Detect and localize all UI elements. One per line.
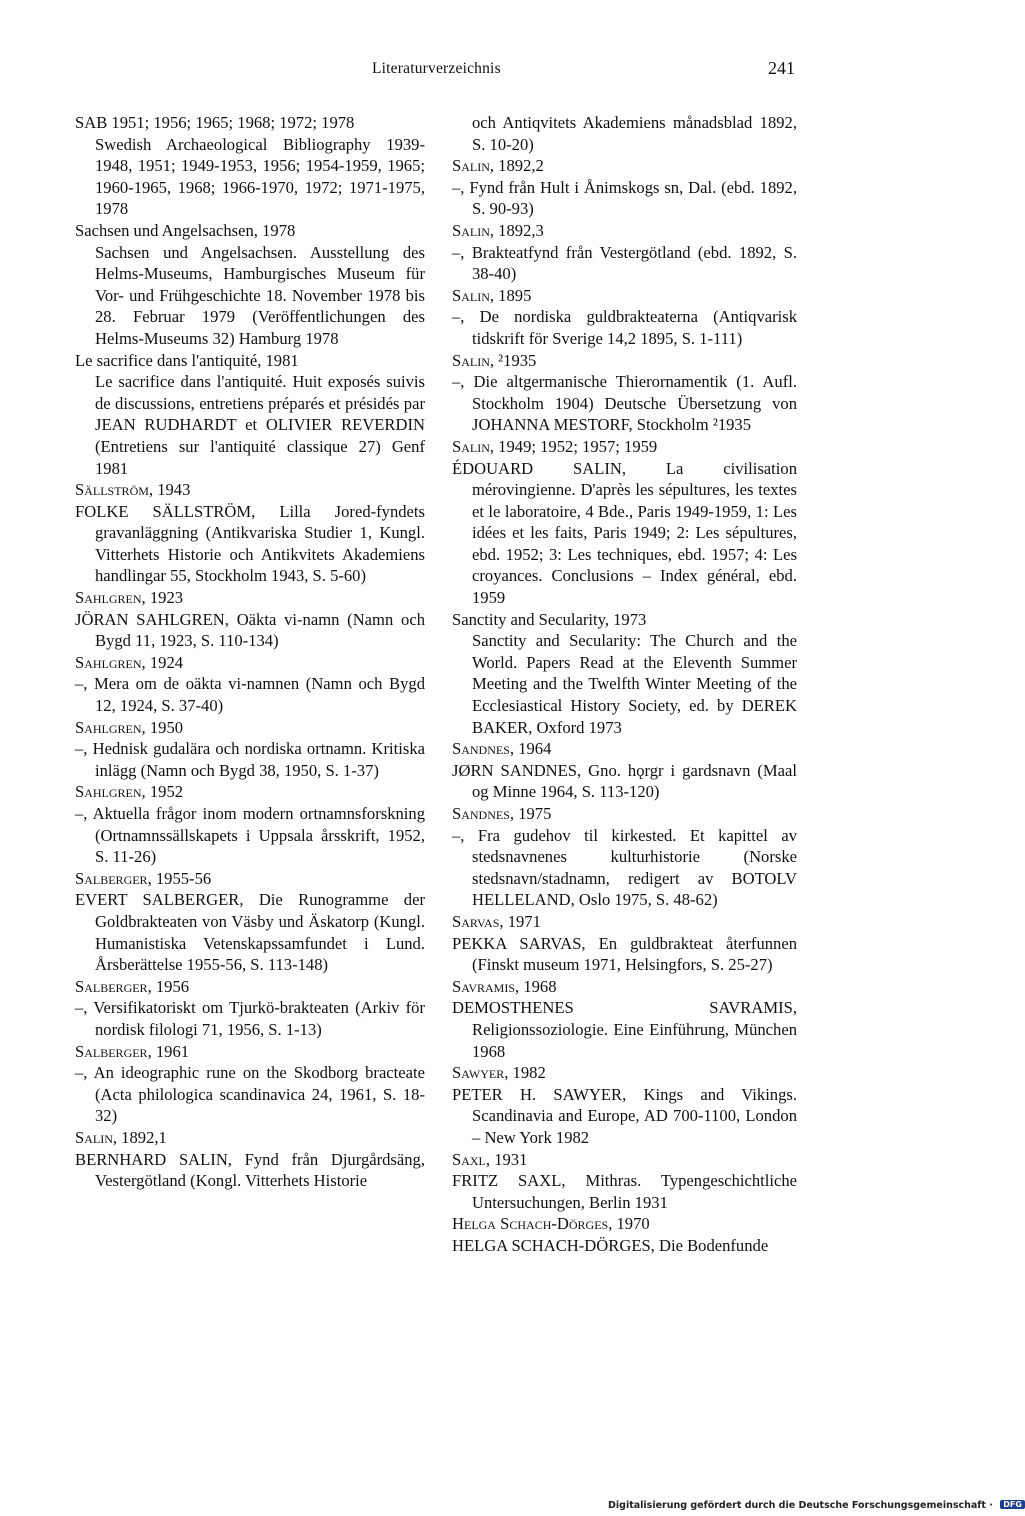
entry-citation: FRITZ SAXL, Mithras. Typengeschichtliche Untersuchungen, Berlin 1931	[452, 1171, 797, 1212]
entry-citation: EVERT SALBERGER, Die Runogramme der Goldbrakteaten von Väsby und Äskatorp (Kungl. Humanistiska Vetenskapssamfundet i Lund. Årsberättelse 1955-56, S. 113-148)	[75, 890, 425, 975]
entry-heading: Helga Schach-Dörges, 1970	[452, 1214, 650, 1234]
page-number: 241	[768, 58, 795, 78]
entry-citation: Swedish Archaeological Bibliography 1939-1948, 1951; 1949-1953, 1956; 1954-1959, 1965; 1960-1965, 1968; 1966-1970, 1972; 1971-1975, 1978	[95, 134, 425, 219]
bibliography-entry	[452, 220, 797, 285]
bibliography-entry	[452, 803, 797, 911]
entry-citation: och Antiqvitets Akademiens månadsblad 1892, S. 10-20)	[472, 113, 797, 154]
entry-heading: Savramis, 1968	[452, 976, 557, 996]
entry-heading: Sachsen und Angelsachsen, 1978	[75, 220, 296, 240]
entry-heading: Sanctity and Secularity, 1973	[452, 609, 647, 629]
entry-heading: Salin, ²1935	[452, 350, 537, 370]
entry-citation: –, Fra gudehov til kirkested. Et kapittel av stedsnavnenes kulturhistorie (Norske stedsnavn/stadnamn, redigert av BOTOLV HELLELAND, Oslo 1975, S. 48-62)	[452, 825, 797, 910]
entry-heading: Saxl, 1931	[452, 1149, 528, 1169]
entry-citation: –, Mera om de oäkta vi-namnen (Namn och Bygd 12, 1924, S. 37-40)	[75, 674, 425, 716]
entry-citation: Le sacrifice dans l'antiquité. Huit exposés suivis de discussions, entretiens préparés et présidés par JEAN RUDHARDT et OLIVIER REVERDIN (Entretiens sur l'antiquité classique 27) Genf 1981	[95, 372, 425, 478]
bibliography-entry	[75, 652, 425, 717]
entry-citation: BERNHARD SALIN, Fynd från Djurgårdsäng, Vestergötland (Kongl. Vitterhets Historie	[75, 1149, 425, 1191]
entry-citation: –, Die altgermanische Thierornamentik (1. Aufl. Stockholm 1904) Deutsche Übersetzung von JOHANNA MESTORF, Stockholm ²1935	[452, 372, 797, 435]
bibliography-entry	[452, 738, 797, 803]
entry-citation: DEMOSTHENES SAVRAMIS, Religionssoziologie. Eine Einführung, München 1968	[452, 998, 797, 1061]
bibliography-entry	[75, 479, 425, 587]
entry-heading: Le sacrifice dans l'antiquité, 1981	[75, 350, 299, 370]
bibliography-entry	[452, 436, 797, 609]
entry-citation: –, An ideographic rune on the Skodborg bracteate (Acta philologica scandinavica 24, 1961, S. 18-32)	[75, 1063, 425, 1126]
bibliography-column-left	[75, 112, 425, 1192]
entry-heading: Salin, 1892,1	[75, 1127, 167, 1147]
bibliography-column-right	[452, 112, 797, 1256]
entry-heading: Sandnes, 1975	[452, 804, 552, 823]
entry-heading: Sahlgren, 1924	[75, 652, 184, 672]
entry-citation: ÉDOUARD SALIN, La civilisation mérovingienne. D'après les sépultures, les textes et le laboratoire, 4 Bde., Paris 1949-1959, 1: Les idées et les faits, Paris 1949; 2: Les sépultures, ebd. 1952; 3: Les techniques, ebd. 1957; 4: Les croyances. Conclusions – Index général, ebd. 1959	[452, 458, 797, 608]
entry-heading: Sahlgren, 1952	[75, 782, 184, 802]
entry-heading: Sandnes, 1964	[452, 739, 552, 759]
entry-citation: PEKKA SARVAS, En guldbrakteat återfunnen (Finskt museum 1971, Helsingfors, S. 25-27)	[452, 933, 797, 975]
bibliography-entry	[75, 781, 425, 867]
entry-citation: –, Fynd från Hult i Ånimskogs sn, Dal. (ebd. 1892, S. 90-93)	[452, 177, 797, 219]
entry-citation: FOLKE SÄLLSTRÖM, Lilla Jored-fyndets gravanläggning (Antikvariska Studier 1, Kungl. Vitterhets Historie och Antikvitets Akademiens handlingar 55, Stockholm 1943, S. 5-60)	[75, 501, 425, 586]
entry-heading: Sahlgren, 1950	[75, 717, 184, 737]
entry-citation: –, Versifikatoriskt om Tjurkö-brakteaten (Arkiv för nordisk filologi 71, 1956, S. 1-13)	[75, 998, 425, 1039]
entry-heading: Salberger, 1955-56	[75, 868, 212, 888]
bibliography-entry	[75, 112, 425, 220]
entry-heading: Sarvas, 1971	[452, 911, 541, 931]
entry-heading: SAB 1951; 1956; 1965; 1968; 1972; 1978	[75, 113, 355, 132]
entry-citation: PETER H. SAWYER, Kings and Vikings. Scandinavia and Europe, AD 700-1100, London – New York 1982	[452, 1084, 797, 1147]
bibliography-entry	[75, 1127, 425, 1192]
entry-citation: Sanctity and Secularity: The Church and the World. Papers Read at the Eleventh Summer Meeting and the Twelfth Winter Meeting of the Ecclesiastical History Society, ed. by DEREK BAKER, Oxford 1973	[472, 631, 797, 737]
bibliography-entry	[75, 220, 425, 350]
bibliography-entry	[452, 112, 797, 155]
entry-citation: –, De nordiska guldbrakteaterna (Antiqvarisk tidskrift för Sverige 14,2 1895, S. 1-111)	[452, 307, 797, 348]
bibliography-entry	[75, 717, 425, 782]
bibliography-entry	[75, 1041, 425, 1127]
running-head: Literaturverzeichnis	[372, 60, 501, 77]
bibliography-entry	[452, 1149, 797, 1214]
bibliography-entry	[452, 1213, 797, 1256]
entry-citation: –, Brakteatfynd från Vestergötland (ebd. 1892, S. 38-40)	[452, 242, 797, 284]
bibliography-entry	[452, 911, 797, 976]
entry-heading: Sällström, 1943	[75, 480, 191, 500]
entry-citation: –, Aktuella frågor inom modern ortnamnsforskning (Ortnamnssällskapets i Uppsala årsskrift, 1952, S. 11-26)	[75, 804, 425, 867]
entry-heading: Salberger, 1956	[75, 976, 190, 996]
digitization-footer: Digitalisierung gefördert durch die Deutsche Forschungsgemeinschaft · DFG	[608, 1500, 1025, 1511]
bibliography-entry	[75, 350, 425, 480]
bibliography-entry	[452, 976, 797, 1062]
entry-citation: JØRN SANDNES, Gno. hǫrgr i gardsnavn (Maal og Minne 1964, S. 113-120)	[452, 760, 797, 802]
bibliography-entry	[452, 285, 797, 350]
entry-heading: Sawyer, 1982	[452, 1063, 546, 1083]
bibliography-entry	[75, 868, 425, 976]
bibliography-entry	[75, 587, 425, 652]
entry-heading: Salin, 1892,3	[452, 220, 544, 240]
entry-citation: –, Hednisk gudalära och nordiska ortnamn. Kritiska inlägg (Namn och Bygd 38, 1950, S. 1-37)	[75, 739, 425, 780]
entry-citation: HELGA SCHACH-DÖRGES, Die Bodenfunde	[452, 1235, 769, 1255]
bibliography-entry	[452, 155, 797, 220]
entry-heading: Sahlgren, 1923	[75, 588, 184, 608]
footer-text: Digitalisierung gefördert durch die Deutsche Forschungsgemeinschaft	[608, 1500, 986, 1511]
entry-heading: Salin, 1892,2	[452, 156, 544, 176]
bibliography-entry	[452, 350, 797, 436]
entry-citation: Sachsen und Angelsachsen. Ausstellung des Helms-Museums, Hamburgisches Museum für Vor- und Frühgeschichte 18. November 1978 bis 28. Februar 1979 (Veröffentlichungen des Helms-Museums 32) Hamburg 1978	[95, 242, 425, 348]
entry-citation: JÖRAN SAHLGREN, Oäkta vi-namn (Namn och Bygd 11, 1923, S. 110-134)	[75, 609, 425, 651]
bibliography-entry	[452, 1062, 797, 1148]
entry-heading: Salin, 1895	[452, 285, 532, 305]
bibliography-entry	[452, 609, 797, 739]
entry-heading: Salberger, 1961	[75, 1041, 190, 1061]
dfg-logo: DFG	[1000, 1500, 1025, 1509]
entry-heading: Salin, 1949; 1952; 1957; 1959	[452, 436, 658, 456]
bibliography-entry	[75, 976, 425, 1041]
